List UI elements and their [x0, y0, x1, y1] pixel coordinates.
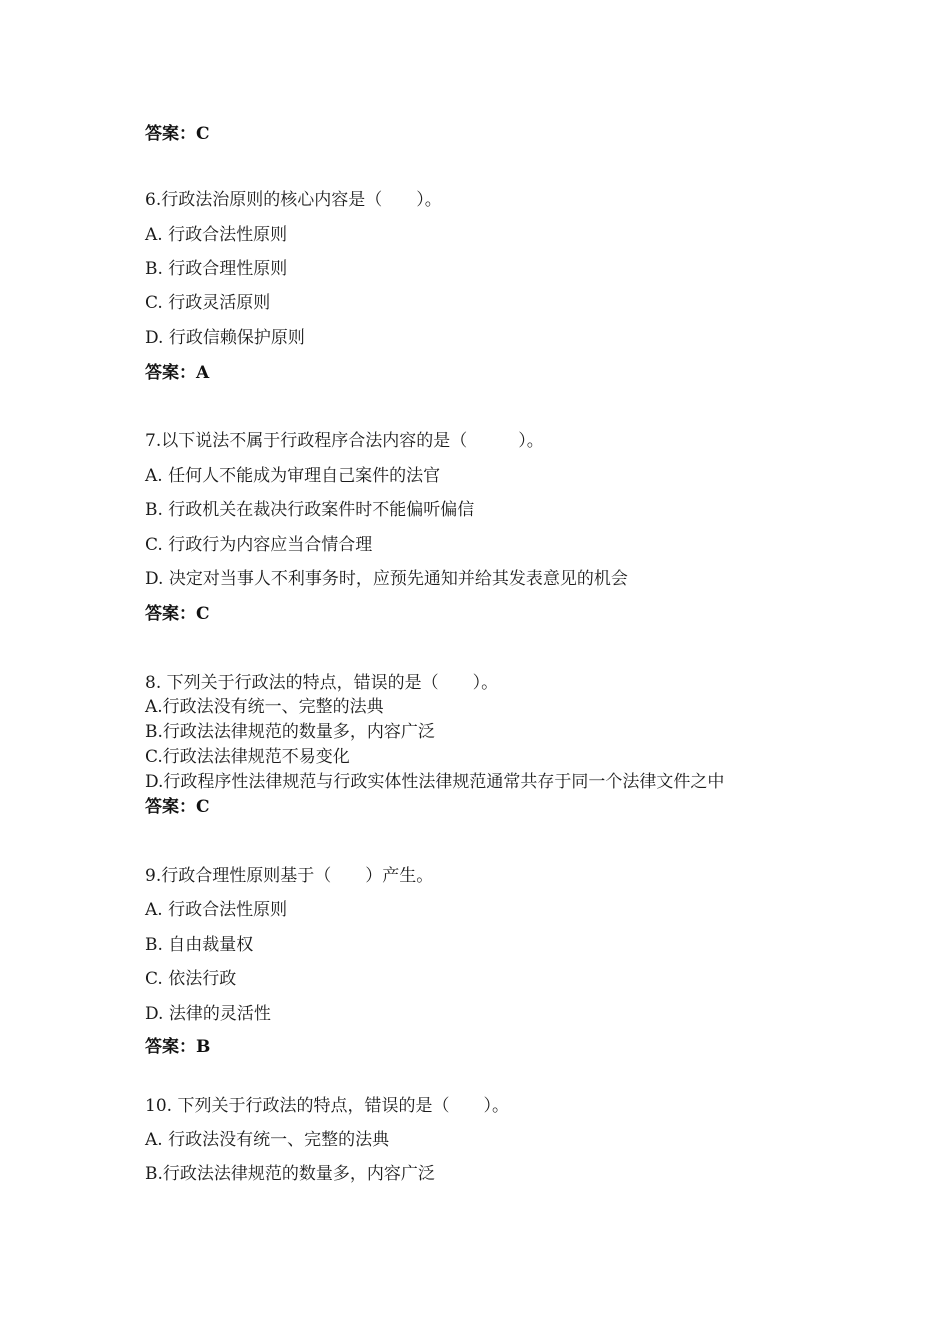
- option-d: D. 决定对当事人不利事务时，应预先通知并给其发表意见的机会: [145, 569, 628, 589]
- option-a: A. 行政合法性原则: [145, 225, 288, 245]
- option-a: A. 任何人不能成为审理自己案件的法官: [145, 466, 441, 486]
- answer-q5: 答案：C: [145, 124, 210, 144]
- option-d: D. 法律的灵活性: [145, 1004, 271, 1024]
- question-stem: 6.行政法治原则的核心内容是（ ）。: [145, 190, 442, 210]
- option-b: B.行政法法律规范的数量多，内容广泛: [145, 1164, 435, 1184]
- option-c: C.行政法法律规范不易变化: [145, 747, 350, 767]
- option-c: C. 行政行为内容应当合情合理: [145, 535, 373, 555]
- option-b: B. 自由裁量权: [145, 935, 254, 955]
- option-c: C. 行政灵活原则: [145, 293, 271, 313]
- option-b: B.行政法法律规范的数量多，内容广泛: [145, 722, 435, 742]
- answer: 答案：B: [145, 1037, 211, 1057]
- option-a: A. 行政法没有统一、完整的法典: [145, 1130, 390, 1150]
- option-d: D. 行政信赖保护原则: [145, 328, 305, 348]
- option-b: B. 行政机关在裁决行政案件时不能偏听偏信: [145, 500, 475, 520]
- option-a: A.行政法没有统一、完整的法典: [145, 697, 384, 717]
- option-c: C. 依法行政: [145, 969, 237, 989]
- option-b: B. 行政合理性原则: [145, 259, 288, 279]
- question-stem: 9.行政合理性原则基于（ ）产生。: [145, 866, 434, 886]
- option-d: D.行政程序性法律规范与行政实体性法律规范通常共存于同一个法律文件之中: [145, 772, 725, 792]
- question-stem: 10. 下列关于行政法的特点，错误的是（ ）。: [145, 1096, 509, 1116]
- question-stem: 7.以下说法不属于行政程序合法内容的是（ ）。: [145, 431, 544, 451]
- question-stem: 8. 下列关于行政法的特点，错误的是（ ）。: [145, 673, 499, 693]
- answer: 答案：C: [145, 797, 210, 817]
- answer: 答案：C: [145, 604, 210, 624]
- answer: 答案：A: [145, 363, 210, 383]
- option-a: A. 行政合法性原则: [145, 900, 288, 920]
